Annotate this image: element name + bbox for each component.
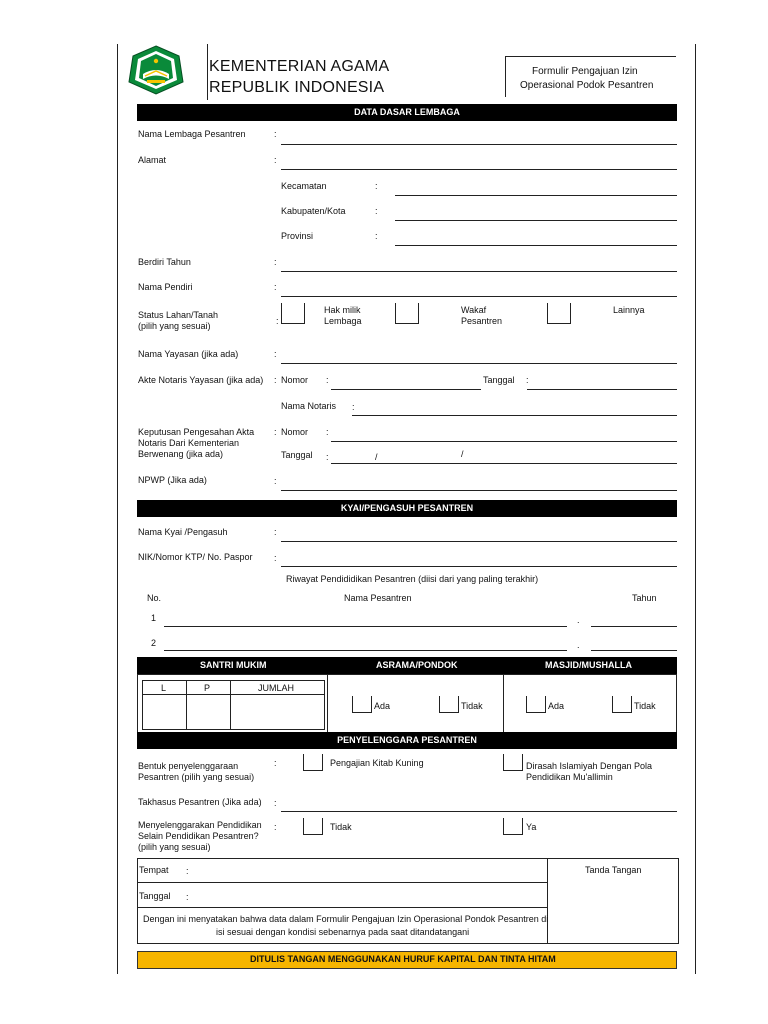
- checkbox-masjid-tidak[interactable]: [612, 696, 632, 713]
- label-menyelenggarakan-2: Selain Pendidikan Pesantren?: [138, 831, 259, 841]
- date-separator: /: [375, 452, 378, 462]
- form-title-1: Formulir Pengajuan Izin: [532, 66, 638, 77]
- checkbox-asrama-ada[interactable]: [352, 696, 372, 713]
- label-akte-notaris: Akte Notaris Yayasan (jika ada): [138, 375, 264, 385]
- option-masjid-tidak: Tidak: [634, 701, 656, 711]
- checkbox-wakaf[interactable]: [395, 303, 419, 324]
- checkbox-pendidikan-ya[interactable]: [503, 818, 523, 835]
- input-kecamatan[interactable]: [395, 195, 677, 196]
- page-right-border: [695, 44, 696, 974]
- colon: :: [326, 375, 329, 385]
- col-header-no: No.: [147, 593, 162, 603]
- form-title-box: [505, 56, 676, 97]
- row-number: 2: [151, 638, 157, 648]
- header-masjid: MASJID/MUSHALLA: [545, 660, 632, 670]
- label-status-lahan: Status Lahan/Tanah: [138, 310, 219, 320]
- label-tanda-tangan: Tanda Tangan: [585, 865, 642, 875]
- label-nomor: Nomor: [281, 427, 309, 437]
- checkbox-pendidikan-tidak[interactable]: [303, 818, 323, 835]
- input-santri-p[interactable]: [187, 695, 229, 728]
- option-dirasah-2: Pendidikan Mu'allimin: [526, 772, 613, 782]
- input-nama-yayasan[interactable]: [281, 363, 677, 364]
- divider: [547, 858, 548, 943]
- label-nama-lembaga: Nama Lembaga Pesantren: [138, 129, 246, 139]
- santri-col-p: P: [204, 683, 211, 693]
- input-riwayat-nama-1[interactable]: [164, 626, 567, 627]
- option-pendidikan-tidak: Tidak: [330, 822, 352, 832]
- checkbox-kitab-kuning[interactable]: [303, 754, 323, 771]
- col-header-tahun: Tahun: [632, 593, 657, 603]
- label-kabupaten: Kabupaten/Kota: [281, 206, 346, 216]
- statement-line-2: isi sesuai dengan kondisi sebenarnya pada saat ditandatangani: [216, 927, 470, 937]
- colon: :: [274, 375, 277, 385]
- label-tanggal: Tanggal: [281, 450, 313, 460]
- statement-line-1: Dengan ini menyatakan bahwa data dalam Formulir Pengajuan Izin Operasional Pondok Pesantren di: [143, 914, 549, 924]
- santri-col-jumlah: JUMLAH: [258, 683, 295, 693]
- section-bar-penyelenggara: PENYELENGGARA PESANTREN: [137, 732, 677, 749]
- colon: :: [186, 892, 189, 902]
- colon: :: [274, 155, 277, 165]
- colon: :: [274, 527, 277, 537]
- option-lainnya: Lainnya: [613, 305, 645, 315]
- input-akte-tanggal[interactable]: [527, 389, 677, 390]
- option-wakaf-1: Wakaf: [461, 305, 487, 315]
- checkbox-masjid-ada[interactable]: [526, 696, 546, 713]
- label-nama-notaris: Nama Notaris: [281, 401, 337, 411]
- input-keputusan-tanggal[interactable]: [331, 463, 677, 464]
- header-santri-mukim: SANTRI MUKIM: [200, 660, 267, 670]
- label-status-lahan-hint: (pilih yang sesuai): [138, 321, 211, 331]
- input-riwayat-tahun-2[interactable]: [591, 650, 677, 651]
- colon: :: [375, 206, 378, 216]
- checkbox-lainnya[interactable]: [547, 303, 571, 324]
- colon: :: [274, 822, 277, 832]
- option-masjid-ada: Ada: [548, 701, 565, 711]
- input-nama-notaris[interactable]: [352, 415, 677, 416]
- checkbox-hak-milik[interactable]: [281, 303, 305, 324]
- date-separator: /: [461, 449, 464, 459]
- section-bar-kyai: KYAI/PENGASUH PESANTREN: [137, 500, 677, 517]
- label-nik: NIK/Nomor KTP/ No. Paspor: [138, 552, 253, 562]
- signature-area[interactable]: [549, 880, 675, 940]
- colon: :: [326, 452, 329, 462]
- input-nama-kyai[interactable]: [281, 541, 677, 542]
- kemenag-logo: [127, 44, 185, 96]
- colon: :: [274, 427, 277, 437]
- input-berdiri-tahun[interactable]: [281, 271, 677, 272]
- colon: :: [375, 181, 378, 191]
- label-keputusan-2: Notaris Dari Kementerian: [138, 438, 240, 448]
- label-alamat: Alamat: [138, 155, 167, 165]
- input-nama-lembaga[interactable]: [281, 144, 677, 145]
- input-alamat[interactable]: [281, 169, 677, 170]
- label-npwp: NPWP (Jika ada): [138, 475, 207, 485]
- label-tanggal: Tanggal: [483, 375, 515, 385]
- label-provinsi: Provinsi: [281, 231, 314, 241]
- colon: :: [274, 129, 277, 139]
- label-kecamatan: Kecamatan: [281, 181, 327, 191]
- colon: :: [274, 349, 277, 359]
- row-dot: .: [577, 640, 580, 650]
- colon: :: [274, 758, 277, 768]
- col-header-nama-pesantren: Nama Pesantren: [344, 593, 412, 603]
- label-nama-yayasan: Nama Yayasan (jika ada): [138, 349, 239, 359]
- divider: [327, 674, 328, 733]
- input-npwp[interactable]: [281, 490, 677, 491]
- label-keputusan-1: Keputusan Pengesahan Akta: [138, 427, 255, 437]
- option-hak-milik-2: Lembaga: [324, 316, 362, 326]
- option-dirasah-1: Dirasah Islamiyah Dengan Pola: [526, 761, 653, 771]
- colon: :: [274, 553, 277, 563]
- option-pendidikan-ya: Ya: [526, 822, 537, 832]
- label-menyelenggarakan-1: Menyelenggarakan Pendidikan: [138, 820, 262, 830]
- section-bar-data-dasar: DATA DASAR LEMBAGA: [137, 104, 677, 121]
- divider: [137, 882, 547, 883]
- form-title-2: Operasional Podok Pesantren: [520, 80, 654, 91]
- label-nomor: Nomor: [281, 375, 309, 385]
- input-tempat[interactable]: [192, 860, 544, 880]
- label-takhasus: Takhasus Pesantren (Jika ada): [138, 797, 262, 807]
- page-left-border: [117, 44, 118, 974]
- colon: :: [274, 476, 277, 486]
- ministry-title-2: REPUBLIK INDONESIA: [209, 79, 385, 96]
- option-asrama-tidak: Tidak: [461, 701, 483, 711]
- option-asrama-ada: Ada: [374, 701, 391, 711]
- input-nama-pendiri[interactable]: [281, 296, 677, 297]
- colon: :: [274, 798, 277, 808]
- colon: :: [276, 316, 279, 326]
- option-hak-milik-1: Hak milik: [324, 305, 361, 315]
- divider: [137, 907, 547, 908]
- option-kitab-kuning: Pengajian Kitab Kuning: [330, 758, 424, 768]
- label-tanggal-ttd: Tanggal: [139, 891, 171, 901]
- input-kabupaten[interactable]: [395, 220, 677, 221]
- colon: :: [326, 427, 329, 437]
- santri-col-l: L: [161, 683, 167, 693]
- label-bentuk-1: Bentuk penyelenggaraan: [138, 761, 239, 771]
- ministry-title-1: KEMENTERIAN AGAMA: [209, 58, 390, 75]
- label-menyelenggarakan-3: (pilih yang sesuai): [138, 842, 211, 852]
- checkbox-dirasah[interactable]: [503, 754, 523, 771]
- option-wakaf-2: Pesantren: [461, 316, 503, 326]
- notice-text: DITULIS TANGAN MENGGUNAKAN HURUF KAPITAL DAN TINTA HITAM: [250, 954, 556, 964]
- colon: :: [274, 257, 277, 267]
- checkbox-asrama-tidak[interactable]: [439, 696, 459, 713]
- row-number: 1: [151, 613, 157, 623]
- colon: :: [375, 231, 378, 241]
- colon: :: [186, 866, 189, 876]
- riwayat-heading: Riwayat Pendididikan Pesantren (diisi dari yang paling terakhir): [286, 574, 539, 584]
- input-takhasus[interactable]: [281, 811, 677, 812]
- label-nama-kyai: Nama Kyai /Pengasuh: [138, 527, 228, 537]
- colon: :: [274, 282, 277, 292]
- input-akte-nomor[interactable]: [331, 389, 481, 390]
- input-santri-l[interactable]: [143, 695, 185, 728]
- input-riwayat-tahun-1[interactable]: [591, 626, 677, 627]
- label-berdiri-tahun: Berdiri Tahun: [138, 257, 191, 267]
- input-provinsi[interactable]: [395, 245, 677, 246]
- input-keputusan-nomor[interactable]: [331, 441, 677, 442]
- label-tempat: Tempat: [139, 865, 169, 875]
- input-riwayat-nama-2[interactable]: [164, 650, 567, 651]
- input-nik[interactable]: [281, 566, 677, 567]
- label-bentuk-2: Pesantren (pilih yang sesuai): [138, 772, 255, 782]
- divider: [503, 674, 504, 733]
- label-nama-pendiri: Nama Pendiri: [138, 282, 193, 292]
- colon: :: [526, 375, 529, 385]
- input-santri-jumlah[interactable]: [231, 695, 323, 728]
- header-asrama: ASRAMA/PONDOK: [376, 660, 458, 670]
- colon: :: [352, 402, 355, 412]
- row-dot: .: [577, 615, 580, 625]
- input-tanggal-ttd[interactable]: [192, 885, 544, 905]
- label-keputusan-3: Berwenang (jika ada): [138, 449, 224, 459]
- header-divider: [207, 44, 208, 100]
